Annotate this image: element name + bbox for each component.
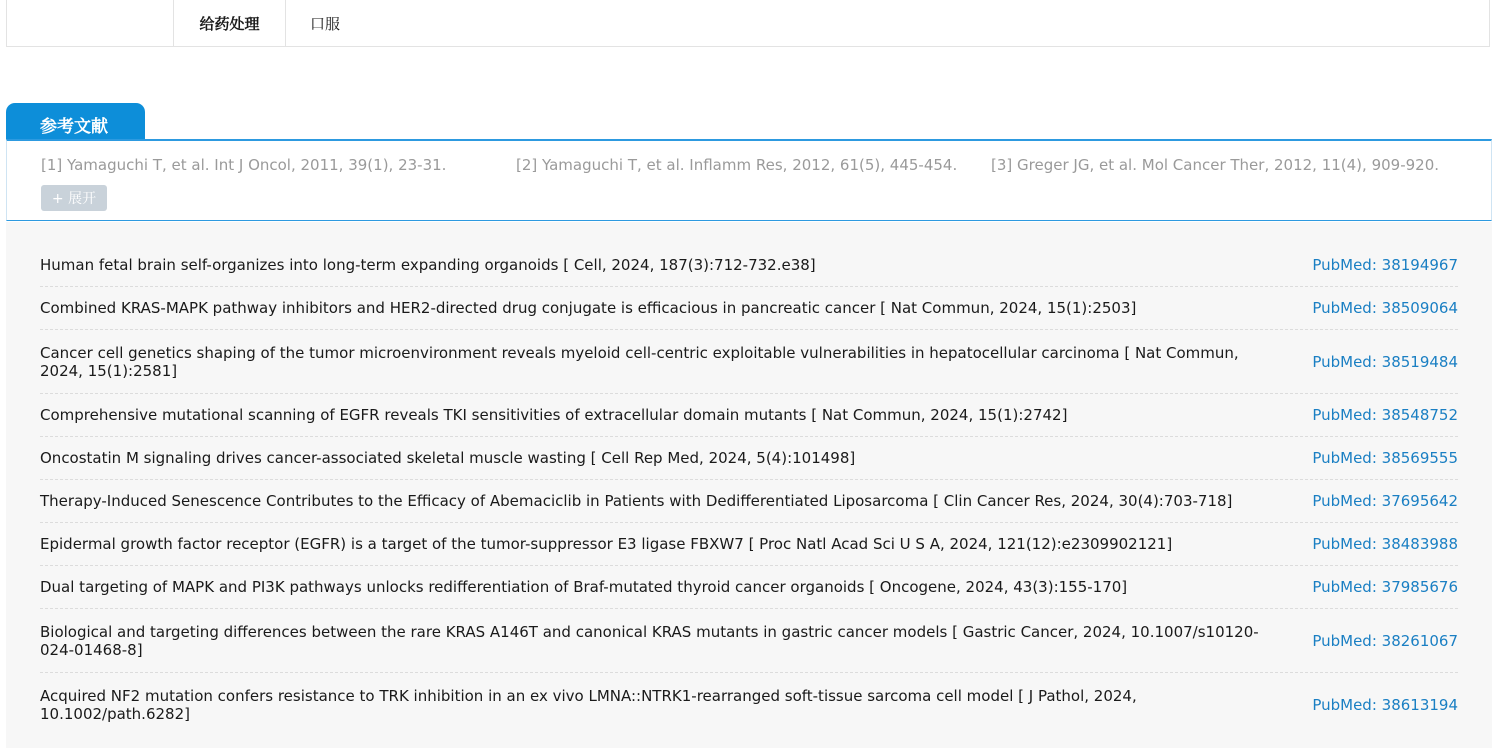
references-box bbox=[6, 139, 1492, 221]
citation-text: Dual targeting of MAPK and PI3K pathways unlocks redifferentiation of Braf-mutated thyroid cancer organoids [ Oncogene, 2024, 43(3):155-170] bbox=[40, 578, 1128, 596]
pubmed-link[interactable]: PubMed: 37985676 bbox=[1312, 578, 1458, 596]
administration-table bbox=[6, 0, 1490, 47]
citation-row bbox=[40, 394, 1458, 437]
citation-row bbox=[40, 330, 1458, 394]
citation-text: Human fetal brain self-organizes into long-term expanding organoids [ Cell, 2024, 187(3):712-732.e38] bbox=[40, 256, 816, 274]
citation-text: Acquired NF2 mutation confers resistance to TRK inhibition in an ex vivo LMNA::NTRK1-rearranged soft-tissue sarcoma cell model [ J Pathol, 2024, 10.1002/path.6282] bbox=[40, 687, 1137, 723]
citation-text: Combined KRAS-MAPK pathway inhibitors and HER2-directed drug conjugate is efficacious in pancreatic cancer [ Nat Commun, 2024, 15(1):2503] bbox=[40, 299, 1137, 317]
citation-text: Epidermal growth factor receptor (EGFR) is a target of the tumor-suppressor E3 ligase FBXW7 [ Proc Natl Acad Sci U S A, 2024, 121(12):e2309902121] bbox=[40, 535, 1173, 553]
citation-row bbox=[40, 673, 1458, 737]
citation-row bbox=[40, 566, 1458, 609]
administration-label: 给药处理 bbox=[173, 0, 286, 46]
citation-panel bbox=[6, 222, 1492, 748]
citation-text: Cancer cell genetics shaping of the tumor microenvironment reveals myeloid cell-centric exploitable vulnerabilities in hepatocellular carcinoma [ Nat Commun, 2024, 15(1):2581] bbox=[40, 343, 1239, 380]
pubmed-link[interactable]: PubMed: 38548752 bbox=[1312, 406, 1458, 424]
pubmed-link[interactable]: PubMed: 37695642 bbox=[1312, 492, 1458, 510]
citation-row bbox=[40, 244, 1458, 287]
pubmed-link[interactable]: PubMed: 38194967 bbox=[1312, 256, 1458, 274]
reference-item-3: [3] Greger JG, et al. Mol Cancer Ther, 2012, 11(4), 909-920. bbox=[991, 156, 1440, 174]
pubmed-link[interactable]: PubMed: 38613194 bbox=[1312, 696, 1458, 714]
citation-row bbox=[40, 523, 1458, 566]
expand-button[interactable]: + 展开 bbox=[41, 185, 107, 211]
pubmed-link[interactable]: PubMed: 38519484 bbox=[1312, 352, 1458, 371]
pubmed-link[interactable]: PubMed: 38509064 bbox=[1312, 299, 1458, 317]
citation-row bbox=[40, 609, 1458, 673]
reference-item-1: [1] Yamaguchi T, et al. Int J Oncol, 2011, 39(1), 23-31. bbox=[41, 156, 447, 174]
citation-row bbox=[40, 287, 1458, 330]
pubmed-link[interactable]: PubMed: 38483988 bbox=[1312, 535, 1458, 553]
citation-list bbox=[40, 244, 1458, 737]
citation-text: Comprehensive mutational scanning of EGFR reveals TKI sensitivities of extracellular domain mutants [ Nat Commun, 2024, 15(1):2742] bbox=[40, 406, 1068, 424]
references-tab[interactable]: 参考文献 bbox=[6, 103, 145, 140]
reference-item-2: [2] Yamaguchi T, et al. Inflamm Res, 2012, 61(5), 445-454. bbox=[516, 156, 958, 174]
administration-value: 口服 bbox=[310, 14, 341, 33]
pubmed-link[interactable]: PubMed: 38261067 bbox=[1312, 631, 1458, 650]
pubmed-link[interactable]: PubMed: 38569555 bbox=[1312, 449, 1458, 467]
citation-text: Therapy-Induced Senescence Contributes to the Efficacy of Abemaciclib in Patients with Dedifferentiated Liposarcoma [ Clin Cancer Res, 2024, 30(4):703-718] bbox=[40, 492, 1233, 510]
citation-row bbox=[40, 437, 1458, 480]
citation-row bbox=[40, 480, 1458, 523]
citation-text: Oncostatin M signaling drives cancer-associated skeletal muscle wasting [ Cell Rep Med, 2024, 5(4):101498] bbox=[40, 449, 856, 467]
citation-text: Biological and targeting differences between the rare KRAS A146T and canonical KRAS mutants in gastric cancer models [ Gastric Cancer, 2024, 10.1007/s10120-024-01468-8] bbox=[40, 622, 1259, 659]
